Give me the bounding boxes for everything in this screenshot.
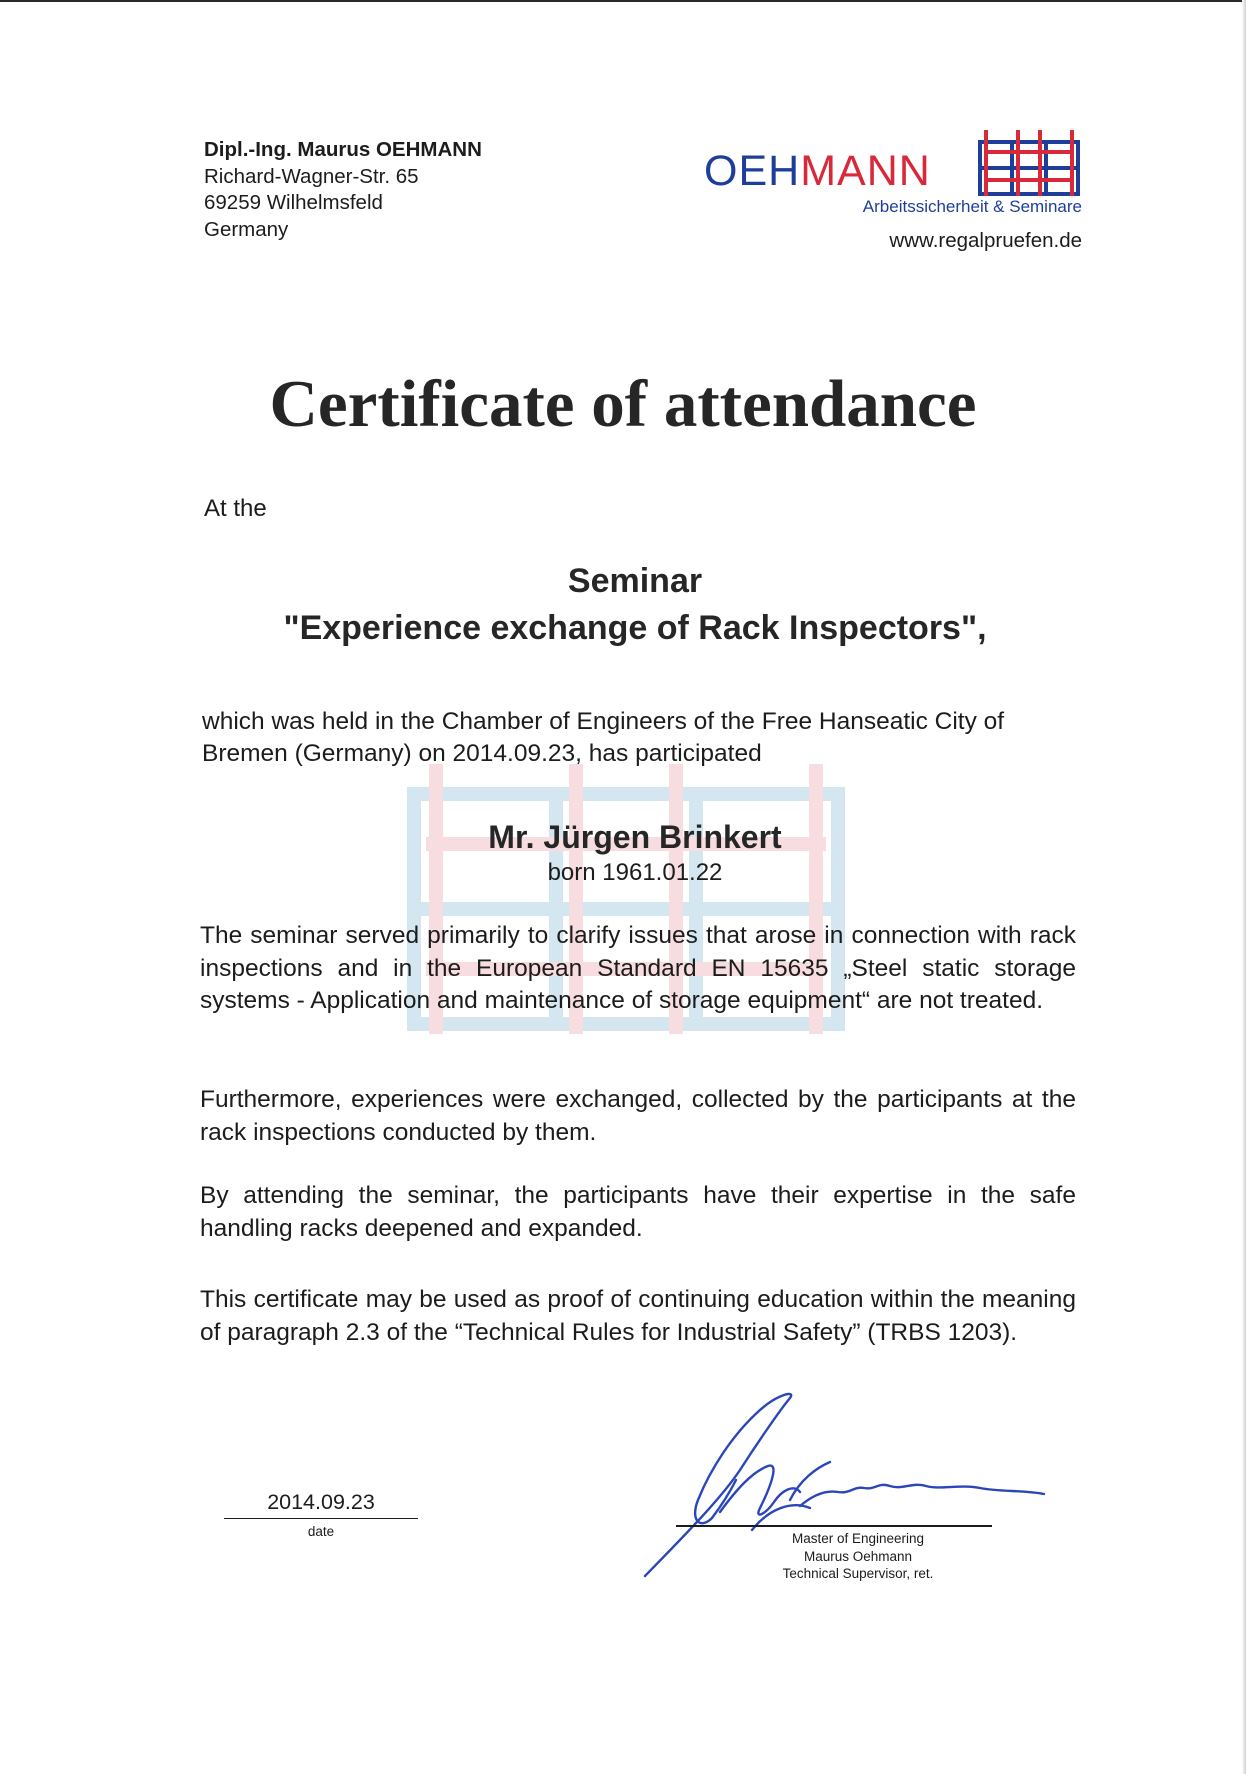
date-block <box>224 1489 418 1539</box>
signatory-role: Technical Supervisor, ret. <box>782 1566 934 1581</box>
seminar-heading <box>0 558 1246 652</box>
signatory-caption <box>736 1530 980 1583</box>
participant-name: Mr. Jürgen Brinkert <box>488 819 782 855</box>
sender-street: Richard-Wagner-Str. 65 <box>204 164 419 188</box>
signatory-name: Maurus Oehmann <box>803 1548 913 1564</box>
logo-url: www.regalpruefen.de <box>889 229 1082 252</box>
issue-date: 2014.09.23 <box>224 1489 418 1519</box>
intro-text: At the <box>204 495 267 522</box>
seminar-name: "Experience exchange of Rack Inspectors", <box>283 609 987 647</box>
date-label: date <box>307 1524 335 1539</box>
page-top-edge <box>0 0 1246 2</box>
sender-name: Dipl.-Ing. Maurus OEHMANN <box>204 138 482 161</box>
participant-block <box>0 816 1246 888</box>
body-paragraph: The seminar served primarily to clarify issues that arose in connection with rack inspections and in the European Standard EN 15635 „Steel static storage systems - Application and maintenance of storage equipment“ are not treated. <box>200 922 1076 1014</box>
held-paragraph: which was held in the Chamber of Engineers of the Free Hanseatic City of Bremen (Germany) on 2014.09.23, has participated <box>202 708 1005 767</box>
body-paragraph: This certificate may be used as proof of continuing education within the meaning of paragraph 2.3 of the “Technical Rules for Industrial Safety” (TRBS 1203). <box>200 1286 1076 1346</box>
sender-address <box>204 137 482 243</box>
sender-city: 69259 Wilhelmsfeld <box>204 191 383 214</box>
company-logo <box>704 128 1084 254</box>
seminar-label: Seminar <box>567 562 703 600</box>
logo-tagline: Arbeitssicherheit & Seminare <box>862 197 1082 216</box>
logo-wordmark <box>704 146 931 196</box>
signatory-degree: Master of Engineering <box>791 1531 925 1546</box>
participant-birthdate: born 1961.01.22 <box>547 859 723 886</box>
body-paragraph: Furthermore, experiences were exchanged, collected by the participants at the rack inspections conducted by them. <box>200 1086 1076 1146</box>
body-paragraph: By attending the seminar, the participants have their expertise in the safe handling racks deepened and expanded. <box>200 1182 1076 1242</box>
certificate-title: Certificate of attendance <box>269 367 977 441</box>
logo-wordmark-blue: OEH <box>704 147 801 195</box>
logo-wordmark-red: MANN <box>800 147 931 195</box>
rack-logo-icon <box>976 128 1082 198</box>
sender-country: Germany <box>204 217 289 241</box>
signature-line <box>676 1525 992 1527</box>
